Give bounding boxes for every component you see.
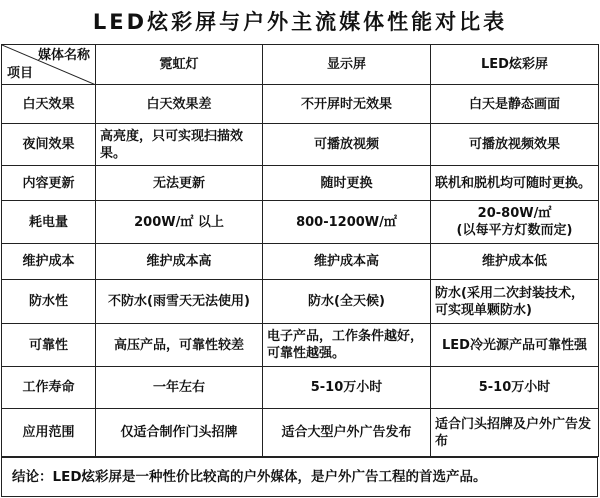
table-cell: 白天是静态画面 xyxy=(431,85,599,124)
table-cell: 800-1200W/㎡ xyxy=(263,201,431,244)
corner-item-label: 项目 xyxy=(7,66,34,81)
conclusion-label: 结论： xyxy=(12,469,53,485)
table-cell: LED冷光源产品可靠性强 xyxy=(431,324,599,367)
row-label-night: 夜间效果 xyxy=(2,124,96,166)
table-cell: 高压产品，可靠性较差 xyxy=(96,324,263,367)
table-cell: 200W/㎡ 以上 xyxy=(96,201,263,244)
header-row xyxy=(2,45,599,85)
table-cell: 防水(采用二次封装技术，可实现单颗防水) xyxy=(431,280,599,324)
row-label-content-update: 内容更新 xyxy=(2,166,96,201)
table-row xyxy=(2,201,599,244)
table-row xyxy=(2,367,599,409)
table-cell: 随时更换 xyxy=(263,166,431,201)
table-row xyxy=(2,244,599,280)
table-cell: 仅适合制作门头招牌 xyxy=(96,409,263,457)
table-cell: 一年左右 xyxy=(96,367,263,409)
table-cell: 20-80W/㎡ (以每平方灯数而定) xyxy=(431,201,599,244)
row-label-daytime: 白天效果 xyxy=(2,85,96,124)
row-label-waterproof: 防水性 xyxy=(2,280,96,324)
row-label-lifespan: 工作寿命 xyxy=(2,367,96,409)
row-label-application: 应用范围 xyxy=(2,409,96,457)
table-cell: 白天效果差 xyxy=(96,85,263,124)
corner-media-name-label: 媒体名称 xyxy=(37,48,90,63)
table-row xyxy=(2,409,599,457)
table-cell: 5-10万小时 xyxy=(263,367,431,409)
row-label-power: 耗电量 xyxy=(2,201,96,244)
table-cell: 高亮度，只可实现扫描效果。 xyxy=(96,124,263,166)
page-title: LED炫彩屏与户外主流媒体性能对比表 xyxy=(92,10,508,34)
table-cell: 联机和脱机均可随时更换。 xyxy=(431,166,599,201)
column-header-display: 显示屏 xyxy=(263,45,431,85)
table-cell: 可播放视频效果 xyxy=(431,124,599,166)
table-cell: 维护成本低 xyxy=(431,244,599,280)
table-cell: 维护成本高 xyxy=(263,244,431,280)
table-cell: 无法更新 xyxy=(96,166,263,201)
table-row xyxy=(2,324,599,367)
row-label-reliability: 可靠性 xyxy=(2,324,96,367)
conclusion-bar xyxy=(1,457,598,497)
column-header-led: LED炫彩屏 xyxy=(431,45,599,85)
table-cell: 5-10万小时 xyxy=(431,367,599,409)
table-cell: 可播放视频 xyxy=(263,124,431,166)
table-cell: 电子产品，工作条件越好，可靠性越强。 xyxy=(263,324,431,367)
table-cell: 不防水(雨雪天无法使用) xyxy=(96,280,263,324)
row-label-maintenance: 维护成本 xyxy=(2,244,96,280)
column-header-neon: 霓虹灯 xyxy=(96,45,263,85)
table-row xyxy=(2,124,599,166)
comparison-table xyxy=(1,44,599,457)
corner-header-cell xyxy=(2,45,96,85)
conclusion-text: LED炫彩屏是一种性价比较高的户外媒体，是户外广告工程的首选产品。 xyxy=(52,469,487,485)
table-row xyxy=(2,280,599,324)
table-cell: 适合大型户外广告发布 xyxy=(263,409,431,457)
table-cell: 不开屏时无效果 xyxy=(263,85,431,124)
table-cell: 维护成本高 xyxy=(96,244,263,280)
table-cell: 适合门头招牌及户外广告发布 xyxy=(431,409,599,457)
table-row xyxy=(2,85,599,124)
table-row xyxy=(2,166,599,201)
table-cell: 防水(全天候) xyxy=(263,280,431,324)
